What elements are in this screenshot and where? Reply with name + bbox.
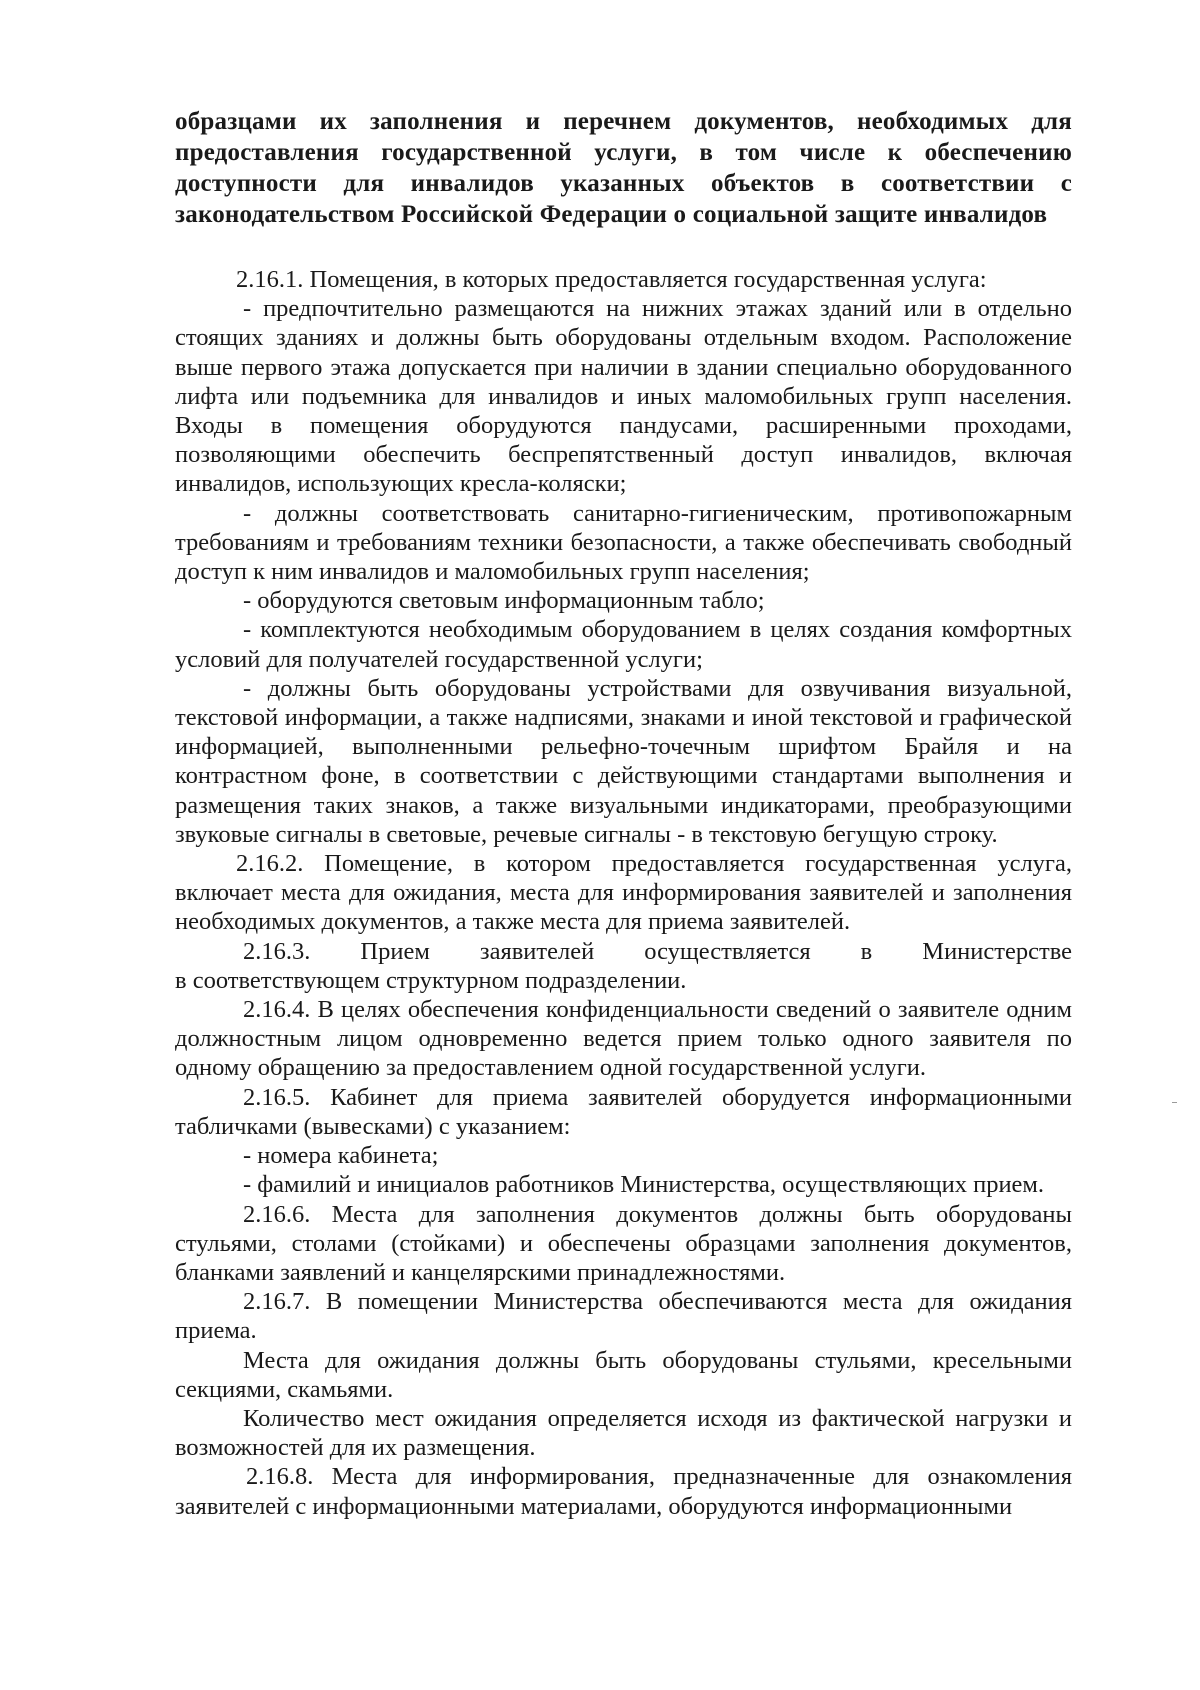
paragraph-accessibility-devices: - должны быть оборудованы устройствами для озвучивания визуальной, текстовой информации, а также надписями, знаками и иной текстовой и графической информацией, выполненными рельефно-точечным шрифтом Брайля и на контрастном фоне, в соответствии с действующими стандартами выполнения и размещения таких знаков, а также визуальными индикаторами, преобразующими звуковые сигналы в световые, речевые сигналы - в текстовую бегущую строку. [175, 674, 1072, 848]
paragraph-2-16-3: 2.16.3. Прием заявителей осуществляется в Министерстве [243, 937, 1072, 965]
document-body [175, 265, 1072, 1521]
paragraph-2-16-3-continued: в соответствующем структурном подразделении. [175, 966, 687, 994]
paragraph-2-16-1: 2.16.1. Помещения, в которых предоставляется государственная услуга: [236, 266, 987, 293]
paragraph-info-board: - оборудуются световым информационным табло; [243, 587, 765, 615]
scan-mark [1172, 1102, 1177, 1103]
paragraph-2-16-4: 2.16.4. В целях обеспечения конфиденциальности сведений о заявителе одним должностным лицом одновременно ведется прием только одного заявителя по одному обращению за предоставлением одной государственной услуги. [175, 996, 1072, 1082]
section-heading: образцами их заполнения и перечнем документов, необходимых для предоставления государственной услуги, в том числе к обеспечению доступности для инвалидов указанных объектов в соответствии с законодательством Российской Федерации о социальной защите инвалидов [175, 108, 1072, 228]
paragraph-room-number: - номера кабинета; [243, 1142, 439, 1170]
paragraph-2-16-7: 2.16.7. В помещении Министерства обеспечиваются места для ожидания приема. [175, 1288, 1072, 1345]
paragraph-waiting-capacity: Количество мест ожидания определяется исходя из фактической нагрузки и возможностей для их размещения. [175, 1404, 1072, 1462]
paragraph-equipment: - комплектуются необходимым оборудованием в целях создания комфортных условий для получателей государственной услуги; [175, 616, 1072, 673]
paragraph-2-16-8: 2.16.8. Места для информирования, предназначенные для ознакомления заявителей с информационными материалами, оборудуются информационными [175, 1463, 1072, 1520]
paragraph-2-16-2: 2.16.2. Помещение, в котором предоставляется государственная услуга, включает места для ожидания, места для информирования заявителей и заполнения необходимых документов, а также места для приема заявителей. [175, 850, 1072, 936]
paragraph-2-16-5: 2.16.5. Кабинет для приема заявителей оборудуется информационными табличками (вывесками) с указанием: [175, 1083, 1072, 1140]
paragraph-2-16-6: 2.16.6. Места для заполнения документов должны быть оборудованы стульями, столами (стойками) и обеспечены образцами заполнения документов, бланками заявлений и канцелярскими принадлежностями. [175, 1200, 1072, 1286]
paragraph-location-requirements: - предпочтительно размещаются на нижних этажах зданий или в отдельно стоящих зданиях и должны быть оборудованы отдельным входом. Расположение выше первого этажа допускается при наличии в здании специально оборудованного лифта или подъемника для инвалидов и иных маломобильных групп населения. Входы в помещения оборудуются пандусами, расширенными проходами, позволяющими обеспечить беспрепятственный доступ инвалидов, включая инвалидов, использующих кресла-коляски; [175, 295, 1072, 498]
paragraph-waiting-furniture: Места для ожидания должны быть оборудованы стульями, кресельными секциями, скамьями. [175, 1346, 1072, 1403]
paragraph-staff-names: - фамилий и инициалов работников Министерства, осуществляющих прием. [243, 1171, 1045, 1199]
paragraph-sanitary-requirements: - должны соответствовать санитарно-гигиеническим, противопожарным требованиям и требованиям техники безопасности, а также обеспечивать свободный доступ к ним инвалидов и маломобильных групп населения; [175, 499, 1072, 586]
